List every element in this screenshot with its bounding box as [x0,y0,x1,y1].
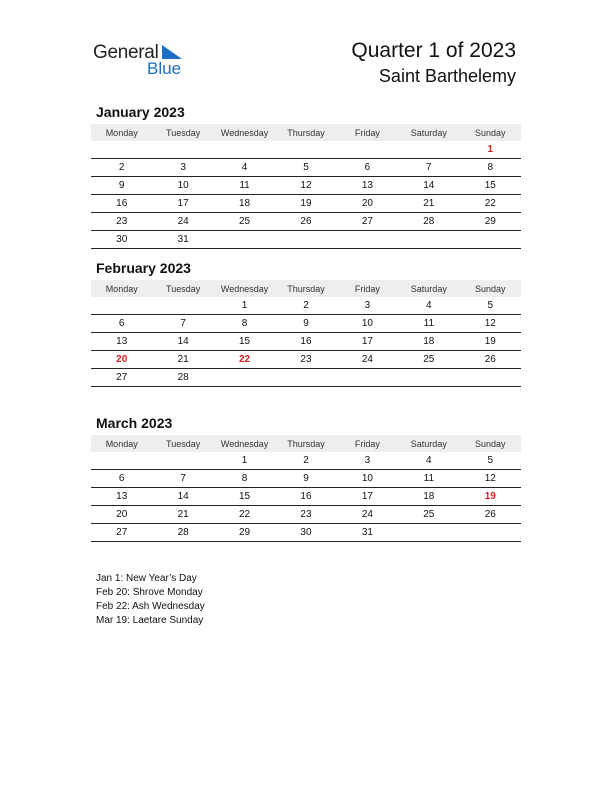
day-cell: 4 [398,297,459,315]
day-cell [275,369,336,387]
day-cell: 27 [337,213,398,231]
day-cell: 17 [152,195,213,213]
day-cell [91,452,152,470]
day-cell: 18 [398,333,459,351]
day-cell: 27 [91,369,152,387]
day-cell: 1 [214,297,275,315]
week-row [91,213,521,231]
day-cell: 8 [214,470,275,488]
weekday-header: Thursday [275,124,336,141]
weekday-header: Sunday [460,124,521,141]
weekday-header: Friday [337,435,398,452]
day-cell [337,369,398,387]
day-cell: 12 [460,315,521,333]
week-row [91,524,521,542]
day-cell: 20 [337,195,398,213]
weekday-header: Wednesday [214,280,275,297]
day-cell [91,297,152,315]
weekday-header: Monday [91,124,152,141]
weekday-header: Saturday [398,124,459,141]
day-cell: 16 [275,333,336,351]
month-march [91,414,521,542]
day-cell: 7 [152,470,213,488]
day-cell: 19 [460,488,521,506]
day-cell: 26 [460,506,521,524]
week-row [91,369,521,387]
day-cell: 19 [460,333,521,351]
week-row [91,351,521,369]
day-cell: 9 [275,470,336,488]
week-row [91,470,521,488]
weekday-header: Monday [91,280,152,297]
week-row [91,159,521,177]
day-cell: 29 [460,213,521,231]
day-cell: 20 [91,351,152,369]
weekday-header: Saturday [398,435,459,452]
weekday-header: Saturday [398,280,459,297]
day-cell: 3 [337,297,398,315]
day-cell: 5 [275,159,336,177]
day-cell: 25 [398,506,459,524]
day-cell: 22 [460,195,521,213]
day-cell: 16 [275,488,336,506]
day-cell: 8 [460,159,521,177]
day-cell: 11 [214,177,275,195]
day-cell: 14 [152,333,213,351]
logo-text-general: General [93,42,159,63]
day-cell: 2 [275,297,336,315]
day-cell: 9 [275,315,336,333]
day-cell: 22 [214,351,275,369]
page-title: Quarter 1 of 2023 [351,39,516,62]
day-cell: 10 [152,177,213,195]
day-cell: 3 [337,452,398,470]
week-row [91,333,521,351]
day-cell: 15 [460,177,521,195]
day-cell: 14 [152,488,213,506]
day-cell: 16 [91,195,152,213]
logo-text-blue: Blue [147,59,182,78]
day-cell [91,141,152,159]
week-row [91,231,521,249]
day-cell: 2 [275,452,336,470]
weekday-header: Friday [337,280,398,297]
day-cell [337,231,398,249]
week-row [91,141,521,159]
day-cell [214,141,275,159]
day-cell: 13 [91,333,152,351]
day-cell: 22 [214,506,275,524]
day-cell: 7 [398,159,459,177]
day-cell: 29 [214,524,275,542]
day-cell [275,231,336,249]
day-cell: 20 [91,506,152,524]
holiday-note: Feb 20: Shrove Monday [96,587,203,598]
day-cell [275,141,336,159]
day-cell: 13 [337,177,398,195]
day-cell: 6 [337,159,398,177]
day-cell: 31 [337,524,398,542]
day-cell: 27 [91,524,152,542]
day-cell: 17 [337,333,398,351]
day-cell [152,297,213,315]
day-cell: 21 [152,351,213,369]
week-row [91,177,521,195]
month-title: February 2023 [96,260,191,276]
holiday-notes [96,572,205,628]
day-cell: 26 [275,213,336,231]
day-cell: 28 [152,524,213,542]
day-cell [214,231,275,249]
week-row [91,488,521,506]
weekday-header: Tuesday [152,435,213,452]
day-cell [152,452,213,470]
day-cell [460,231,521,249]
day-cell: 11 [398,315,459,333]
day-cell: 18 [214,195,275,213]
day-cell: 24 [337,506,398,524]
day-cell [152,141,213,159]
week-row [91,195,521,213]
day-cell: 10 [337,315,398,333]
week-row [91,452,521,470]
day-cell [460,524,521,542]
day-cell: 21 [152,506,213,524]
day-cell: 17 [337,488,398,506]
weekday-header: Thursday [275,280,336,297]
day-cell [214,369,275,387]
day-cell: 28 [152,369,213,387]
day-cell: 8 [214,315,275,333]
week-row [91,297,521,315]
day-cell: 12 [275,177,336,195]
day-cell: 15 [214,488,275,506]
week-row [91,315,521,333]
day-cell [398,231,459,249]
day-cell: 11 [398,470,459,488]
day-cell [460,369,521,387]
day-cell [337,141,398,159]
page-subtitle: Saint Barthelemy [378,66,516,86]
day-cell [398,141,459,159]
day-cell: 18 [398,488,459,506]
day-cell: 24 [337,351,398,369]
generalblue-logo [93,42,203,82]
day-cell: 25 [398,351,459,369]
holiday-note: Feb 22: Ash Wednesday [96,601,205,612]
month-grid [91,435,521,542]
day-cell: 12 [460,470,521,488]
month-february [91,259,521,387]
day-cell: 6 [91,315,152,333]
weekday-header: Monday [91,435,152,452]
day-cell: 13 [91,488,152,506]
month-grid [91,280,521,387]
day-cell: 26 [460,351,521,369]
weekday-header: Wednesday [214,435,275,452]
day-cell: 23 [91,213,152,231]
day-cell [398,369,459,387]
day-cell: 2 [91,159,152,177]
day-cell: 21 [398,195,459,213]
month-title: March 2023 [96,415,173,431]
month-january [91,103,521,249]
day-cell: 23 [275,351,336,369]
weekday-header: Sunday [460,280,521,297]
day-cell: 4 [398,452,459,470]
day-cell [398,524,459,542]
day-cell: 24 [152,213,213,231]
day-cell: 5 [460,452,521,470]
day-cell: 15 [214,333,275,351]
holiday-note: Jan 1: New Year’s Day [96,573,197,584]
weekday-header: Thursday [275,435,336,452]
day-cell: 14 [398,177,459,195]
day-cell: 3 [152,159,213,177]
holiday-note: Mar 19: Laetare Sunday [96,615,204,626]
weekday-header: Tuesday [152,124,213,141]
week-row [91,506,521,524]
day-cell: 31 [152,231,213,249]
day-cell: 1 [214,452,275,470]
day-cell: 28 [398,213,459,231]
day-cell: 30 [91,231,152,249]
day-cell: 5 [460,297,521,315]
weekday-header: Sunday [460,435,521,452]
day-cell: 23 [275,506,336,524]
day-cell: 9 [91,177,152,195]
day-cell: 6 [91,470,152,488]
month-title: January 2023 [96,104,185,120]
day-cell: 30 [275,524,336,542]
month-grid [91,124,521,249]
weekday-header: Tuesday [152,280,213,297]
weekday-header: Friday [337,124,398,141]
day-cell: 4 [214,159,275,177]
day-cell: 1 [460,141,521,159]
day-cell: 19 [275,195,336,213]
day-cell: 10 [337,470,398,488]
day-cell: 25 [214,213,275,231]
weekday-header: Wednesday [214,124,275,141]
day-cell: 7 [152,315,213,333]
